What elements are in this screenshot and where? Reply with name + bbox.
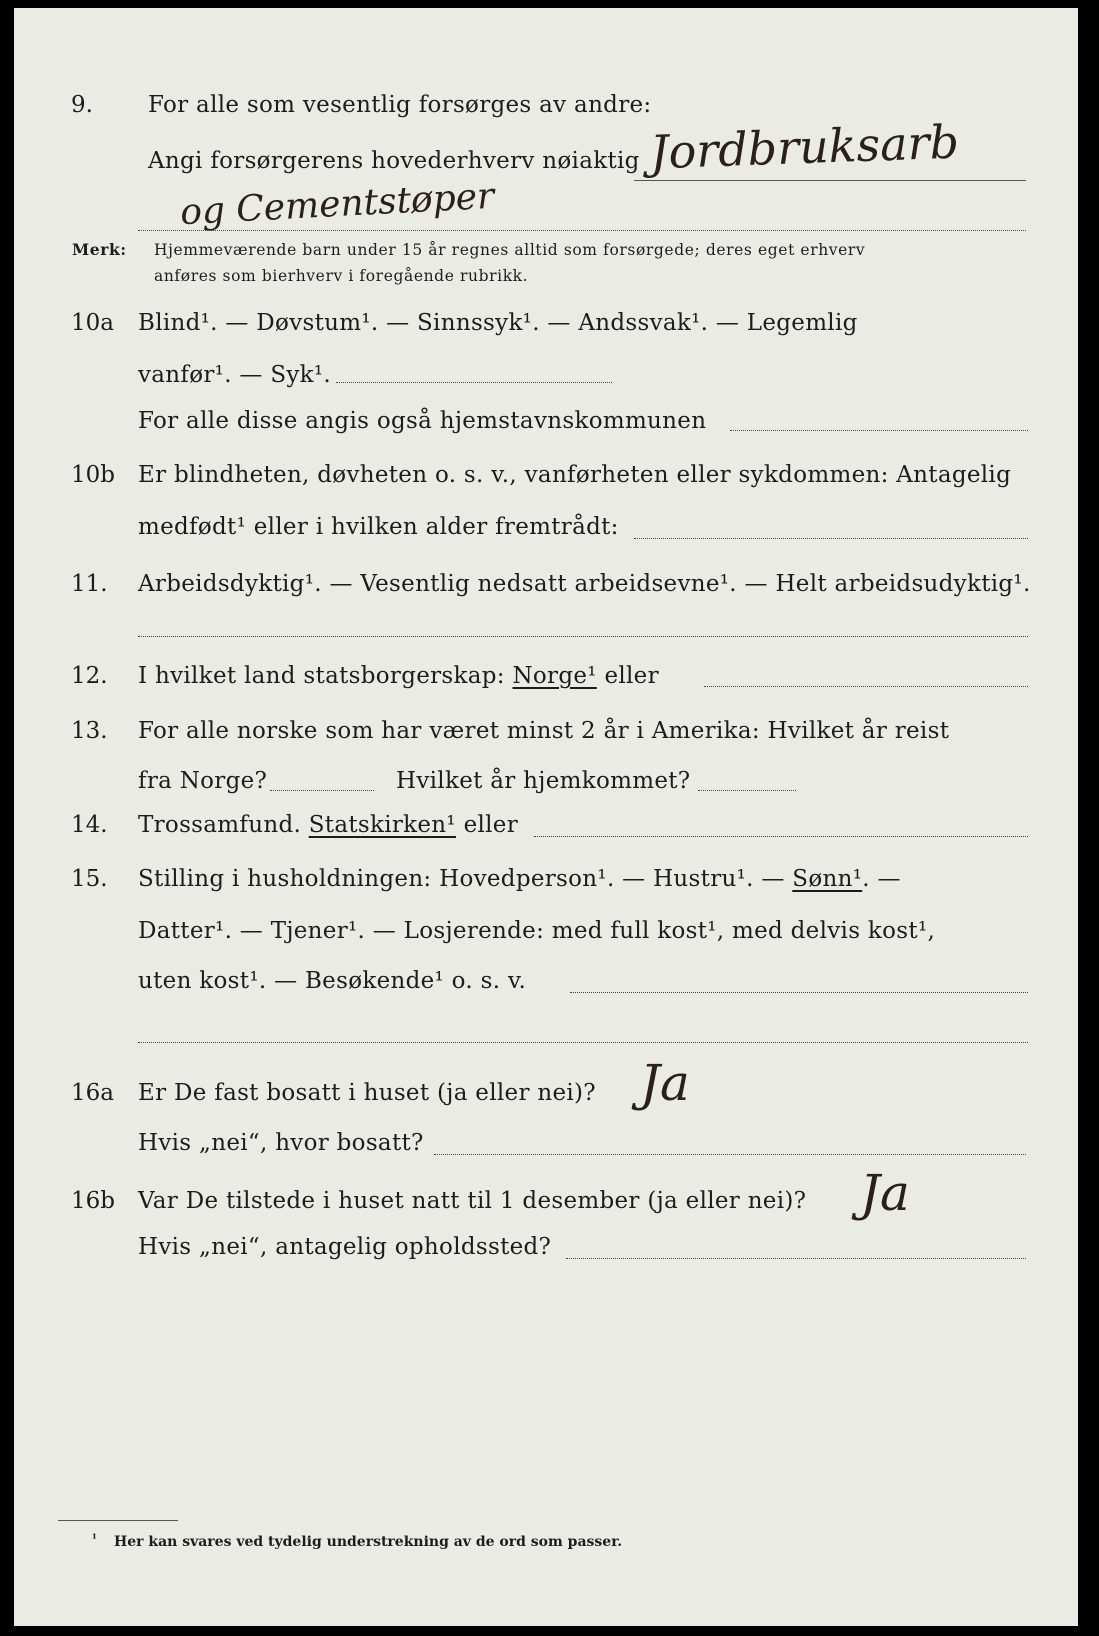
q16b-number: 16b — [71, 1188, 115, 1214]
q16b-line1: Var De tilstede i huset natt til 1 desember (ja eller nei)? — [138, 1188, 807, 1214]
q10b-number: 10b — [71, 462, 115, 488]
q9-line2: Angi forsørgerens hovederhverv nøiaktig — [148, 148, 640, 174]
q15-extra-field[interactable] — [138, 1042, 1028, 1043]
note-line1: Hjemmeværende barn under 15 år regnes alltid som forsørgede; deres eget erhverv — [154, 241, 866, 259]
q9-answer-handwritten-2: og Cementstøper — [179, 175, 496, 234]
footnote-text: Her kan svares ved tydelig understrekning av de ord som passer. — [114, 1534, 623, 1550]
q10a-number: 10a — [71, 310, 114, 336]
q16a-line2: Hvis „nei“, hvor bosatt? — [138, 1130, 424, 1156]
q9-number: 9. — [71, 92, 93, 118]
q16a-answer-handwritten: Ja — [640, 1054, 690, 1112]
footnote-rule — [58, 1520, 178, 1521]
q12-number: 12. — [71, 663, 108, 689]
q16a-number: 16a — [71, 1080, 114, 1106]
q15-line1-end: . — — [862, 866, 901, 892]
footnote-mark: ¹ — [92, 1532, 97, 1545]
q16a-line1: Er De fast bosatt i huset (ja eller nei)? — [138, 1080, 596, 1106]
q9-answer-line-2[interactable] — [138, 230, 1026, 231]
q12-other-country-field[interactable] — [704, 686, 1028, 687]
q13-line1: For alle norske som har været minst 2 år i Amerika: Hvilket år reist — [138, 718, 950, 744]
q13-year-left-field[interactable] — [270, 790, 374, 791]
q12-underlined-norway[interactable]: Norge¹ — [512, 663, 597, 689]
q16b-whereabouts-field[interactable] — [566, 1258, 1026, 1259]
q15-underlined-son[interactable]: Sønn¹ — [792, 866, 863, 892]
q10b-line2: medfødt¹ eller i hvilken alder fremtrådt: — [138, 514, 619, 540]
q15-line1-text: Stilling i husholdningen: Hovedperson¹. — Hustru¹. — — [138, 866, 785, 892]
q14-line — [138, 812, 518, 838]
q12-or: eller — [604, 663, 659, 689]
q10a-sick-field[interactable] — [336, 382, 612, 383]
q14-or: eller — [463, 812, 519, 838]
note-line2: anføres som bierhverv i foregående rubrikk. — [154, 267, 529, 285]
q14-other-faith-field[interactable] — [534, 836, 1028, 837]
q16a-residence-field[interactable] — [434, 1154, 1026, 1155]
q15-number: 15. — [71, 866, 108, 892]
q12-line — [138, 663, 659, 689]
q13-line2b: Hvilket år hjemkommet? — [396, 768, 691, 794]
q13-line2a: fra Norge? — [138, 768, 268, 794]
q9-line1: For alle som vesentlig forsørges av andre: — [148, 92, 652, 118]
census-form-page — [14, 8, 1078, 1626]
q15-line1 — [138, 866, 901, 892]
q14-number: 14. — [71, 812, 108, 838]
q10a-line2: vanfør¹. — Syk¹. — [138, 362, 332, 388]
q12-text: I hvilket land statsborgerskap: — [138, 663, 505, 689]
q10b-age-field[interactable] — [634, 538, 1028, 539]
q9-answer-line-1[interactable] — [634, 180, 1026, 181]
q14-underlined-state-church[interactable]: Statskirken¹ — [308, 812, 456, 838]
q11-answer-field[interactable] — [138, 636, 1028, 637]
q10a-line1: Blind¹. — Døvstum¹. — Sinnssyk¹. — Andssvak¹. — Legemlig — [138, 310, 858, 336]
q15-other-field[interactable] — [570, 992, 1028, 993]
q13-year-returned-field[interactable] — [698, 790, 796, 791]
q16b-line2: Hvis „nei“, antagelig opholdssted? — [138, 1234, 552, 1260]
q10a-line3: For alle disse angis også hjemstavnskommunen — [138, 408, 707, 434]
q15-line2: Datter¹. — Tjener¹. — Losjerende: med full kost¹, med delvis kost¹, — [138, 918, 936, 944]
q11-number: 11. — [71, 571, 108, 597]
q14-text: Trossamfund. — [138, 812, 302, 838]
q16b-answer-handwritten: Ja — [860, 1164, 910, 1222]
q10a-home-municipality-field[interactable] — [730, 430, 1028, 431]
q15-line3: uten kost¹. — Besøkende¹ o. s. v. — [138, 968, 527, 994]
q13-number: 13. — [71, 718, 108, 744]
q11-line1: Arbeidsdyktig¹. — Vesentlig nedsatt arbeidsevne¹. — Helt arbeidsudyktig¹. — [138, 571, 1031, 597]
q9-answer-handwritten-1: Jordbruksarb — [649, 114, 960, 180]
q10b-line1: Er blindheten, døvheten o. s. v., vanførheten eller sykdommen: Antagelig — [138, 462, 1012, 488]
note-label: Merk: — [72, 240, 127, 259]
